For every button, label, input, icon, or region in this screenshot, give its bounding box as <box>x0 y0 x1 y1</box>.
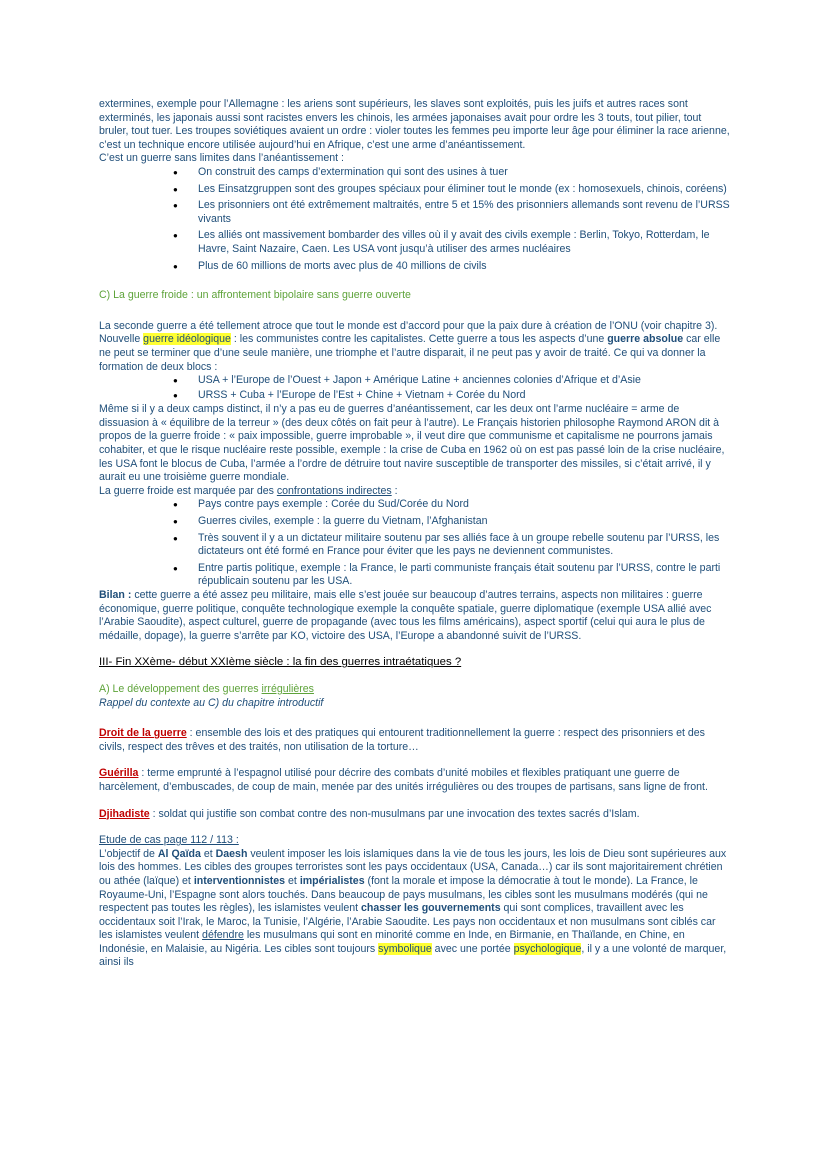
list-item: ● Plus de 60 millions de morts avec plus de 40 millions de civils <box>173 260 731 274</box>
bilan-paragraph: Bilan : cette guerre a été assez peu militaire, mais elle s’est jouée sur beaucoup d’autres terrains, aspects non militaires : guerre économique, guerre politique, conquête technologique exemple la conquête spatiale, guerre diplomatique (exemple USA allié avec l’Arabie Saoudite), aspect culturel, guerre de propagande (avec tous les films américains), aspect sportif (celui qui aura le plus de médaille, dopage), la guerre s’arrête par KO, victoire des USA, l’Europe a abandonné suivit de l’URSS. <box>99 589 712 642</box>
section-c-paragraph-3: Même si il y a deux camps distinct, il n’y a pas eu de guerres d’anéantissement, car les deux ont l’arme nucléaire = arme de dissuasion à « équilibre de la terreur » (des deux côtés on fait peur à l’autre). Le Français historien philosophe Raymond ARON dit à propos de la guerre froide : « paix impossible, guerre improbable », il veut dire que communisme et capitalisme ne pourrons jamais cohabiter, et que le risque nucléaire reste possible, exemple : la crise de Cuba en 1962 où on est pas passé loin de la crise nucléaire, les USA font le blocus de Cuba, l’armée a l’ordre de détruire tout navire susceptible de transporter des missiles, si c’était arrivé, il y aurait eu une troisième guerre mondiale. <box>99 403 725 484</box>
part-3-heading: III- Fin XXème- début XXIème siècle : la fin des guerres intraétatiques ? <box>99 656 462 669</box>
section-c-paragraph-1: La seconde guerre a été tellement atroce que tout le monde est d’accord pour que la paix dure à création de l’ONU (voir chapitre 3). <box>99 319 718 332</box>
etude-de-cas-title: Etude de cas page 112 / 113 : <box>99 834 239 847</box>
etude-paragraph: L’objectif de Al Qaïda et Daesh veulent imposer les lois islamiques dans la vie de tous les jours, les lois de Dieu sont supérieures aux lois des hommes. Les cibles des groupes terroristes sont les pays occidentaux (USA, Canada…) car ils sont majoritairement chrétien ou athée (laïque) et interventionnistes et impérialistes (font la morale et impose la démocratie à tout le monde). La France, le Royaume-Uni, l’Espagne sont alors touchés. Dans beaucoup de pays musulmans, les cibles sont les musulmans modérés (qui ne respectent pas toutes les règles), les islamistes veulent chasser les gouvernements qui sont complices, travaillent avec les occidentaux soit l’Irak, le Maroc, la Tunisie, l’Algérie, l’Arabie Saoudite. Les pays non occidentaux et non musulmans sont ciblés car les islamistes veulent défendre les musulmans qui sont en minorité comme en Inde, en Birmanie, en Thaïlande, en Chine, en Indonésie, en Malaisie, au Nigéria. Les cibles sont toujours symbolique avec une portée psychologique, il y a une volonté de marquer, ainsi ils <box>99 847 727 969</box>
list-item: ● Les Einsatzgruppen sont des groupes spéciaux pour éliminer tout le monde (ex : homosexuels, chinois, coréens) <box>173 183 731 197</box>
document-body <box>99 98 731 970</box>
list-item: ● On construit des camps d’extermination qui sont des usines à tuer <box>173 166 731 180</box>
list-item: ● URSS + Cuba + l’Europe de l’Est + Chine + Vietnam + Corée du Nord <box>173 389 731 403</box>
section-c-paragraph-4: La guerre froide est marquée par des confrontations indirectes : <box>99 484 398 497</box>
intro-lead: C’est un guerre sans limites dans l’anéantissement : <box>99 152 344 165</box>
definition-droit-de-la-guerre: Droit de la guerre : ensemble des lois et des pratiques qui entourent traditionnellement la guerre : respect des prisonniers et des civils, respect des trêves et des traités, non utilisation de la torture… <box>99 727 705 753</box>
confrontations-list <box>99 498 731 589</box>
rappel-note: Rappel du contexte au C) du chapitre introductif <box>99 696 324 709</box>
definition-guerilla: Guérilla : terme emprunté à l’espagnol utilisé pour décrire des combats d’unité mobiles et flexibles pratiquant une guerre de harcèlement, d’embuscades, de coup de main, menée par des unités irrégulières ou des troupes de partisans, sans ligne de front. <box>99 767 708 793</box>
list-item: ● Pays contre pays exemple : Corée du Sud/Corée du Nord <box>173 498 731 512</box>
list-item: ● Guerres civiles, exemple : la guerre du Vietnam, l’Afghanistan <box>173 515 731 529</box>
blocs-list <box>99 374 731 402</box>
intro-paragraph: extermines, exemple pour l’Allemagne : les ariens sont supérieurs, les slaves sont exploités, puis les juifs et autres races sont exterminés, les japonais aussi sont racistes envers les chinois, les armées japonaises avait pour ordre les 3 touts, tout pilier, tout bruler, tout tuer. Les troupes soviétiques avaient un ordre : violer toutes les femmes peu importe leur âge pour éliminer la race arienne, c’est un technique encore utilisée aujourd’hui en Afrique, c’est une arme d’anéantissement. <box>99 98 730 151</box>
list-item: ● Les prisonniers ont été extrêmement maltraités, entre 5 et 15% des prisonniers allemands sont revenu de l’URSS vivants <box>173 199 731 226</box>
definition-djihadiste: Djihadiste : soldat qui justifie son combat contre des non-musulmans par une invocation des textes sacrés d’Islam. <box>99 807 640 820</box>
highlight: guerre idéologique <box>143 333 231 346</box>
section-c-paragraph-2: Nouvelle guerre idéologique : les communistes contre les capitalistes. Cette guerre a tous les aspects d’une guerre absolue car elle ne peut se terminer que d’une seule manière, une triomphe et l’autre disparait, il ne peut pas y avoir de traité. Ce qui va donner la formation de deux blocs : <box>99 333 721 373</box>
list-item: ● Entre partis politique, exemple : la France, le parti communiste français était soutenu par l’URSS, contre le parti républicain soutenu par les USA. <box>173 562 731 589</box>
part-3-subheading: A) Le développement des guerres irrégulières <box>99 682 314 695</box>
list-item: ● Les alliés ont massivement bombarder des villes où il y avait des civils exemple : Berlin, Tokyo, Rotterdam, le Havre, Saint Nazaire, Caen. Les USA vont jusqu’à utiliser des armes nucléaires <box>173 229 731 256</box>
section-c-heading: C) La guerre froide : un affrontement bipolaire sans guerre ouverte <box>99 289 411 302</box>
list-item: ● Très souvent il y a un dictateur militaire soutenu par ses alliés face à un groupe rebelle soutenu par l’URSS, les dictateurs ont été formé en France pour éviter que les pays ne deviennent communistes. <box>173 532 731 559</box>
intro-bullet-list <box>99 166 731 273</box>
list-item: ● USA + l’Europe de l’Ouest + Japon + Amérique Latine + anciennes colonies d’Afrique et d’Asie <box>173 374 731 388</box>
